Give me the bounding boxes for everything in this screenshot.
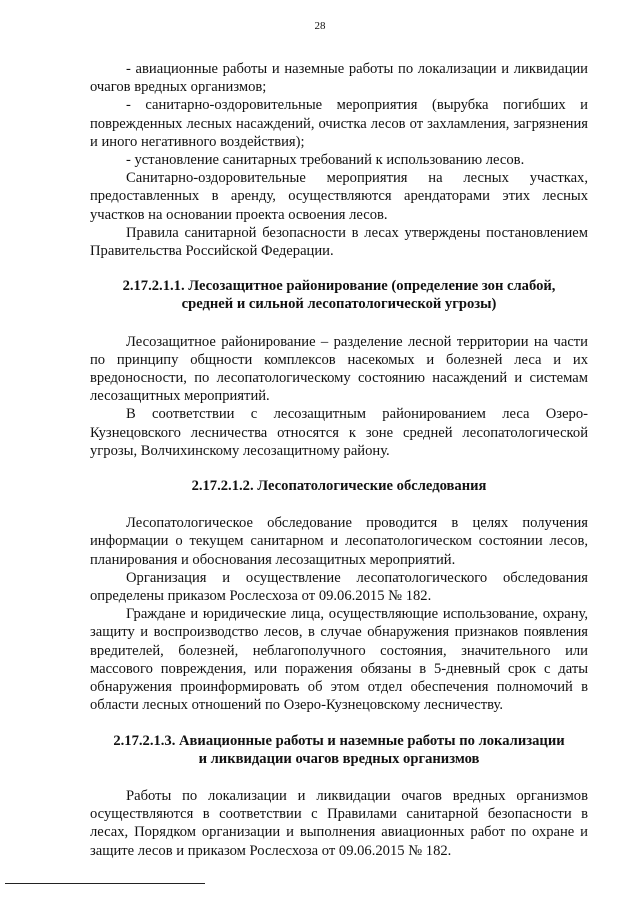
paragraph-survey-organization: Организация и осуществление лесопатологического обследования определены приказом Рослесхоза от 09.06.2015 № 182. xyxy=(90,569,588,605)
paragraph-aviation-works: Работы по локализации и ликвидации очагов вредных организмов осуществляются в соответствии с Правилами санитарной безопасности в лесах, Порядком организации и выполнения авиационных работ по охране и защите лесов и приказом Рослесхоза от 09.06.2015 № 182. xyxy=(90,787,588,859)
paragraph-survey-obligations: Граждане и юридические лица, осуществляющие использование, охрану, защиту и воспроизводство лесов, в случае обнаружения признаков появления вредителей, болезней, неблагополучного состояния, значительного или массового повреждения, или поражения обязаны в 5-дневный срок с даты обнаружения проинформировать об этом отдел обеспечения полномочий в области лесных отношений по Озеро-Кузнецовскому лесничеству. xyxy=(90,606,588,714)
paragraph-leased-plots: Санитарно-оздоровительные мероприятия на лесных участках, предоставленных в аренду, осуществляются арендаторами этих лесных участков на основании проекта освоения лесов. xyxy=(90,170,588,223)
footnote-divider xyxy=(5,883,205,884)
paragraph-sanitary-rules: Правила санитарной безопасности в лесах утверждены постановлением Правительства Российской Федерации. xyxy=(90,224,588,260)
paragraph-survey-purpose: Лесопатологическое обследование проводится в целях получения информации о текущем санитарном и лесопатологическом состоянии лесов, планирования и обоснования лесозащитных мероприятий. xyxy=(90,515,588,568)
paragraph-zoning-classification: В соответствии с лесозащитным районированием леса Озеро-Кузнецовского лесничества относятся к зоне средней лесопатологической угрозы, Волчихинскому лесозащитному району. xyxy=(90,406,588,459)
list-item-aviation-works: - авиационные работы и наземные работы по локализации и ликвидации очагов вредных организмов; xyxy=(90,61,588,96)
document-body xyxy=(90,60,588,860)
section-heading-zoning: 2.17.2.1.1. Лесозащитное районирование (определение зон слабой, средней и сильной лесопатологической угрозы) xyxy=(122,278,556,313)
page-number: 28 xyxy=(314,20,326,32)
section-heading-surveys: 2.17.2.1.2. Лесопатологические обследования xyxy=(191,478,487,495)
section-heading-aviation: 2.17.2.1.3. Авиационные работы и наземные работы по локализации и ликвидации очагов вредных организмов xyxy=(113,732,565,767)
list-item-sanitary-requirements: - установление санитарных требований к использованию лесов. xyxy=(126,152,525,169)
list-item-sanitary-measures: - санитарно-оздоровительные мероприятия (вырубка погибших и поврежденных лесных насаждений, очистка лесов от захламления, загрязнения и иного негативного воздействия); xyxy=(90,97,588,150)
paragraph-zoning-definition: Лесозащитное районирование – разделение лесной территории на части по принципу общности комплексов насекомых и болезней леса и их вредоносности, по лесопатологическому состоянию насаждений и системам лесозащитных мероприятий. xyxy=(90,333,588,405)
